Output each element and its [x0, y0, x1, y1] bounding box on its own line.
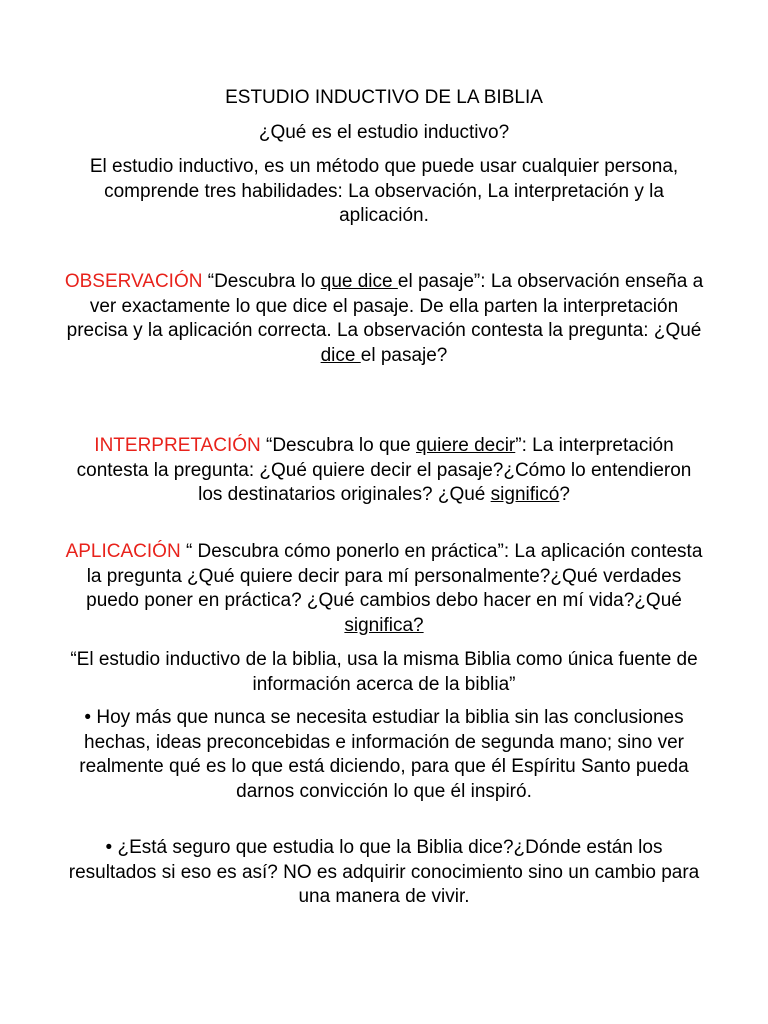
interpretacion-paragraph — [64, 434, 704, 508]
observacion-text-2: el pasaje”: La observación enseña a ver exactamente lo que dice el pasaje. De ella parten la interpretación precisa y la aplicación correcta. La observación contesta la pregunta: ¿Qué — [66, 271, 704, 341]
interpretacion-text-3: ? — [559, 484, 570, 505]
observacion-text-3: el pasaje? — [360, 344, 448, 366]
aplicacion-heading: APLICACIÓN — [65, 541, 181, 562]
document-title: ESTUDIO INDUCTIVO DE LA BIBLIA — [225, 87, 543, 108]
aplicacion-underline-1: significa? — [344, 614, 424, 636]
interpretacion-underline-1: quiere decir — [415, 435, 516, 456]
question-heading: ¿Qué es el estudio inductivo? — [258, 122, 510, 143]
observacion-paragraph — [64, 270, 704, 368]
bullet-paragraph-2: • ¿Está seguro que estudia lo que la Biblia dice?¿Dónde están los resultados si eso es así? NO es adquirir conocimiento sino un cambio para una manera de vivir. — [68, 837, 700, 907]
observacion-underline-2: dice — [320, 344, 361, 366]
intro-paragraph: El estudio inductivo, es un método que puede usar cualquier persona, comprende tres habilidades: La observación, La interpretación y la aplicación. — [89, 156, 679, 226]
interpretacion-heading: INTERPRETACIÓN — [94, 435, 261, 456]
observacion-underline-1: que dice — [320, 271, 398, 292]
interpretacion-text-2: ”: La interpretación contesta la pregunta: ¿Qué quiere decir el pasaje?¿Cómo lo entendieron los destinatarios originales? ¿Qué — [76, 435, 692, 505]
aplicacion-paragraph — [64, 540, 704, 638]
quote-paragraph: “El estudio inductivo de la biblia, usa la misma Biblia como única fuente de información acerca de la biblia” — [70, 649, 698, 695]
aplicacion-text-1: “ Descubra cómo ponerlo en práctica”: La aplicación contesta la pregunta ¿Qué quiere decir para mí personalmente?¿Qué verdades puedo poner en práctica? ¿Qué cambios debo hacer en mí vida?¿Qué — [86, 541, 703, 611]
bullet-paragraph-1: • Hoy más que nunca se necesita estudiar la biblia sin las conclusiones hechas, ideas preconcebidas e información de segunda mano; sino ver realmente qué es lo que está diciendo, para que él Espíritu Santo pueda darnos convicción lo que él inspiró. — [79, 707, 689, 802]
observacion-text-1: “Descubra lo — [202, 271, 321, 292]
observacion-heading: OBSERVACIÓN — [64, 271, 203, 292]
interpretacion-text-1: “Descubra lo que — [260, 435, 416, 456]
interpretacion-underline-2: significó — [490, 484, 560, 505]
